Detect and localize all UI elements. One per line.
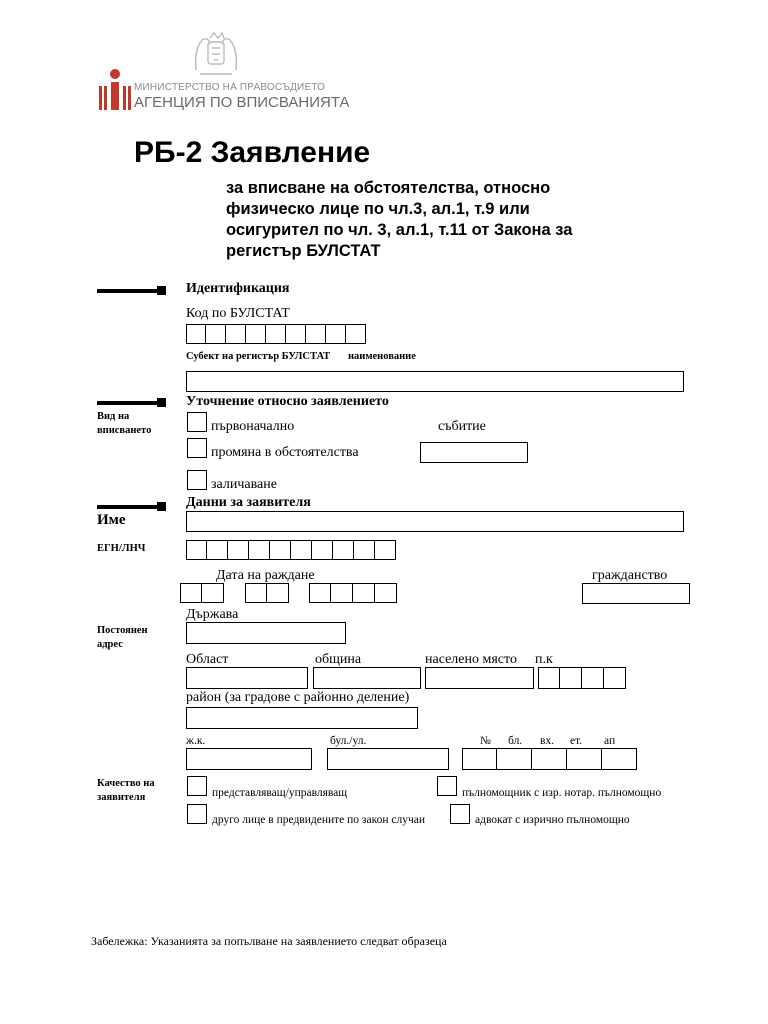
entry-type-label: Вид на вписването: [97, 411, 152, 436]
section-marker: [97, 289, 164, 293]
egn-label: ЕГН/ЛНЧ: [97, 543, 146, 554]
postcode-label: п.к: [535, 652, 553, 667]
representative-checkbox[interactable]: [187, 776, 207, 796]
egn-field[interactable]: [186, 540, 396, 560]
lawyer-checkbox[interactable]: [450, 804, 470, 824]
settlement-field[interactable]: [425, 667, 534, 689]
subject-name-field[interactable]: [186, 371, 684, 392]
floor-label: ет.: [570, 735, 583, 747]
ministry-name: МИНИСТЕРСТВО НА ПРАВОСЪДИЕТО: [134, 82, 326, 93]
subtitle-line: за вписване на обстоятелства, относно: [226, 179, 551, 197]
subtitle-line: регистър БУЛСТАТ: [226, 242, 381, 260]
region-field[interactable]: [186, 667, 308, 689]
citizenship-field[interactable]: [582, 583, 690, 604]
section-marker: [97, 505, 164, 509]
agency-name: АГЕНЦИЯ ПО ВПИСВАНИЯТА: [134, 94, 350, 111]
applicant-name-label: Име: [97, 512, 126, 528]
change-option-label: промяна в обстоятелства: [211, 445, 359, 460]
country-field[interactable]: [186, 622, 346, 644]
other-person-option-label: друго лице в предвидените по закон случаи: [212, 814, 425, 826]
block-label: бл.: [508, 735, 523, 747]
form-subtitle: [226, 178, 572, 262]
lawyer-option-label: адвокат с изрично пълномощно: [475, 814, 630, 826]
number-label: №: [480, 735, 491, 747]
apartment-label: ап: [604, 735, 616, 747]
proxy-option-label: пълномощник с изр. нотар. пълномощно: [462, 787, 662, 799]
representative-option-label: представляващ/управляващ: [212, 787, 348, 799]
entrance-label: вх.: [540, 735, 555, 747]
removal-checkbox[interactable]: [187, 470, 207, 490]
clarification-heading: Уточнение относно заявлението: [186, 394, 389, 409]
birth-date-label: Дата на раждане: [216, 568, 315, 583]
birth-month-field[interactable]: [245, 583, 289, 603]
footer-note: Забележка: Указанията за попълване на заявлението следват образеца: [91, 934, 447, 948]
removal-option-label: заличаване: [211, 477, 277, 492]
agency-logo-icon: [98, 68, 132, 112]
subject-label: Субект на регистър БУЛСТАТ: [186, 351, 331, 362]
municipality-field[interactable]: [313, 667, 421, 689]
event-field[interactable]: [420, 442, 528, 463]
event-label: събитие: [438, 419, 486, 434]
citizenship-label: гражданство: [592, 568, 668, 583]
district-label: район (за градове с районно деление): [186, 690, 410, 705]
municipality-label: община: [315, 652, 362, 667]
proxy-checkbox[interactable]: [437, 776, 457, 796]
district-field[interactable]: [186, 707, 418, 729]
settlement-label: населено място: [425, 652, 517, 667]
permanent-address-label: Постоянен адрес: [97, 625, 148, 650]
subtitle-line: физическо лице по чл.3, ал.1, т.9 или: [226, 200, 530, 218]
identification-heading: Идентификация: [186, 281, 290, 296]
initial-option-label: първоначално: [211, 419, 295, 434]
form-title: РБ-2 Заявление: [134, 136, 371, 169]
coat-of-arms-icon: [188, 30, 244, 78]
change-checkbox[interactable]: [187, 438, 207, 458]
initial-checkbox[interactable]: [187, 412, 207, 432]
region-label: Област: [186, 652, 229, 667]
bulstat-code-field[interactable]: [186, 324, 366, 344]
street-field[interactable]: [327, 748, 449, 770]
capacity-label: Качество на заявителя: [97, 778, 155, 803]
postcode-field[interactable]: [538, 667, 626, 689]
applicant-name-field[interactable]: [186, 511, 684, 532]
applicant-heading: Данни за заявителя: [186, 495, 311, 510]
address-number-fields[interactable]: [462, 748, 637, 770]
country-label: Държава: [186, 607, 239, 622]
other-person-checkbox[interactable]: [187, 804, 207, 824]
section-marker: [97, 401, 164, 405]
street-label: бул./ул.: [330, 735, 367, 747]
subject-name-label: наименование: [348, 351, 416, 362]
complex-field[interactable]: [186, 748, 312, 770]
birth-year-field[interactable]: [309, 583, 397, 603]
bulstat-code-label: Код по БУЛСТАТ: [186, 306, 290, 321]
complex-label: ж.к.: [186, 735, 206, 747]
subtitle-line: осигурител по чл. 3, ал.1, т.11 от Закона за: [226, 221, 573, 239]
birth-day-field[interactable]: [180, 583, 224, 603]
